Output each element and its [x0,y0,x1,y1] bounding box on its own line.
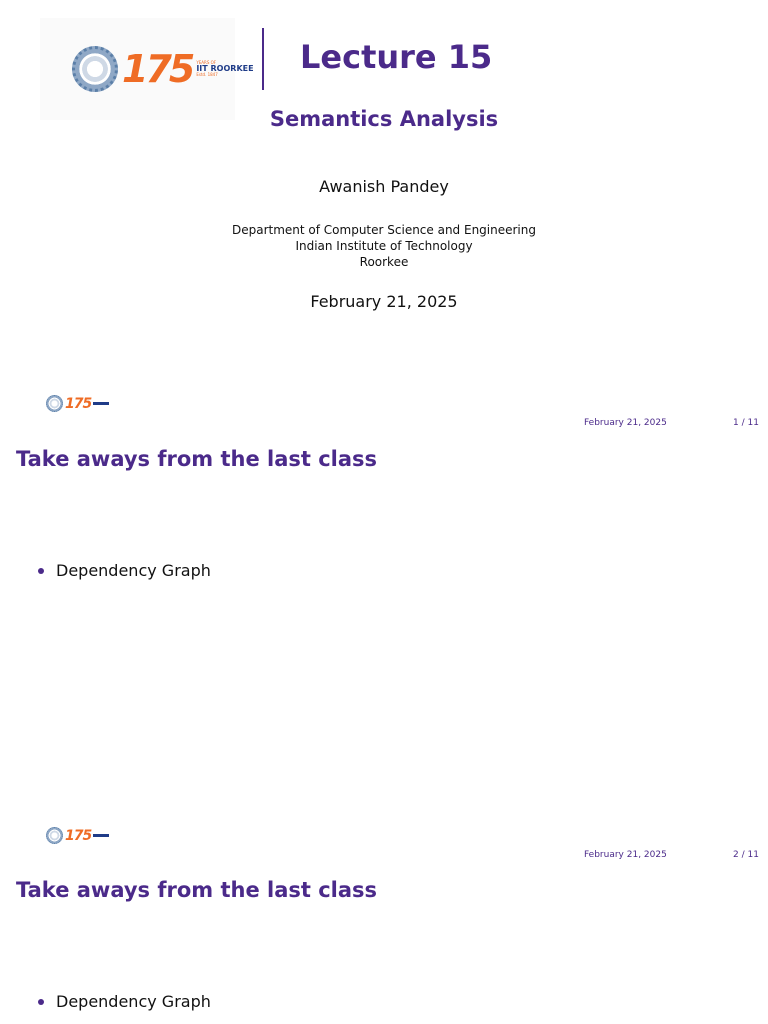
logo-name: IIT ROORKEE [196,64,254,73]
list-item-text: Dependency Graph [56,992,211,1011]
logo-tagline: YEARS OF [196,60,217,65]
bullet-icon [38,999,44,1005]
institute-seal-icon [46,395,63,412]
iit-roorkee-logo [72,46,254,92]
institute-seal-icon [46,827,63,844]
logo-name-mark [93,402,109,405]
institute-department: Department of Computer Science and Engineering [231,223,536,237]
footer-date: February 21, 2025 [584,418,667,428]
slide-title: Take aways from the last class [16,447,378,471]
institute-name: Indian Institute of Technology [295,239,473,253]
footer-date: February 21, 2025 [584,850,667,860]
logo-name-mark [93,834,109,837]
footer-logo [46,827,109,844]
logo-est: Estd. 1847 [196,72,218,77]
lecture-subtitle: Semantics Analysis [269,107,499,131]
list-item [38,561,211,580]
lecture-title: Lecture 15 [300,38,493,76]
slide-title: Take aways from the last class [16,878,378,902]
logo-number: 175 [65,827,92,844]
logo-text [196,61,253,77]
list-item-text: Dependency Graph [56,561,211,580]
institute-location: Roorkee [359,255,409,269]
footer-logo [46,395,109,412]
list-item [38,992,211,1011]
page-number: 1 / 11 [733,418,759,428]
logo-number: 175 [65,395,92,412]
page-number: 2 / 11 [733,850,759,860]
author-name: Awanish Pandey [319,177,449,196]
bullet-icon [38,568,44,574]
logo-number: 175 [122,47,193,91]
title-divider [262,28,264,90]
lecture-date: February 21, 2025 [310,292,458,311]
institute-seal-icon [72,46,118,92]
